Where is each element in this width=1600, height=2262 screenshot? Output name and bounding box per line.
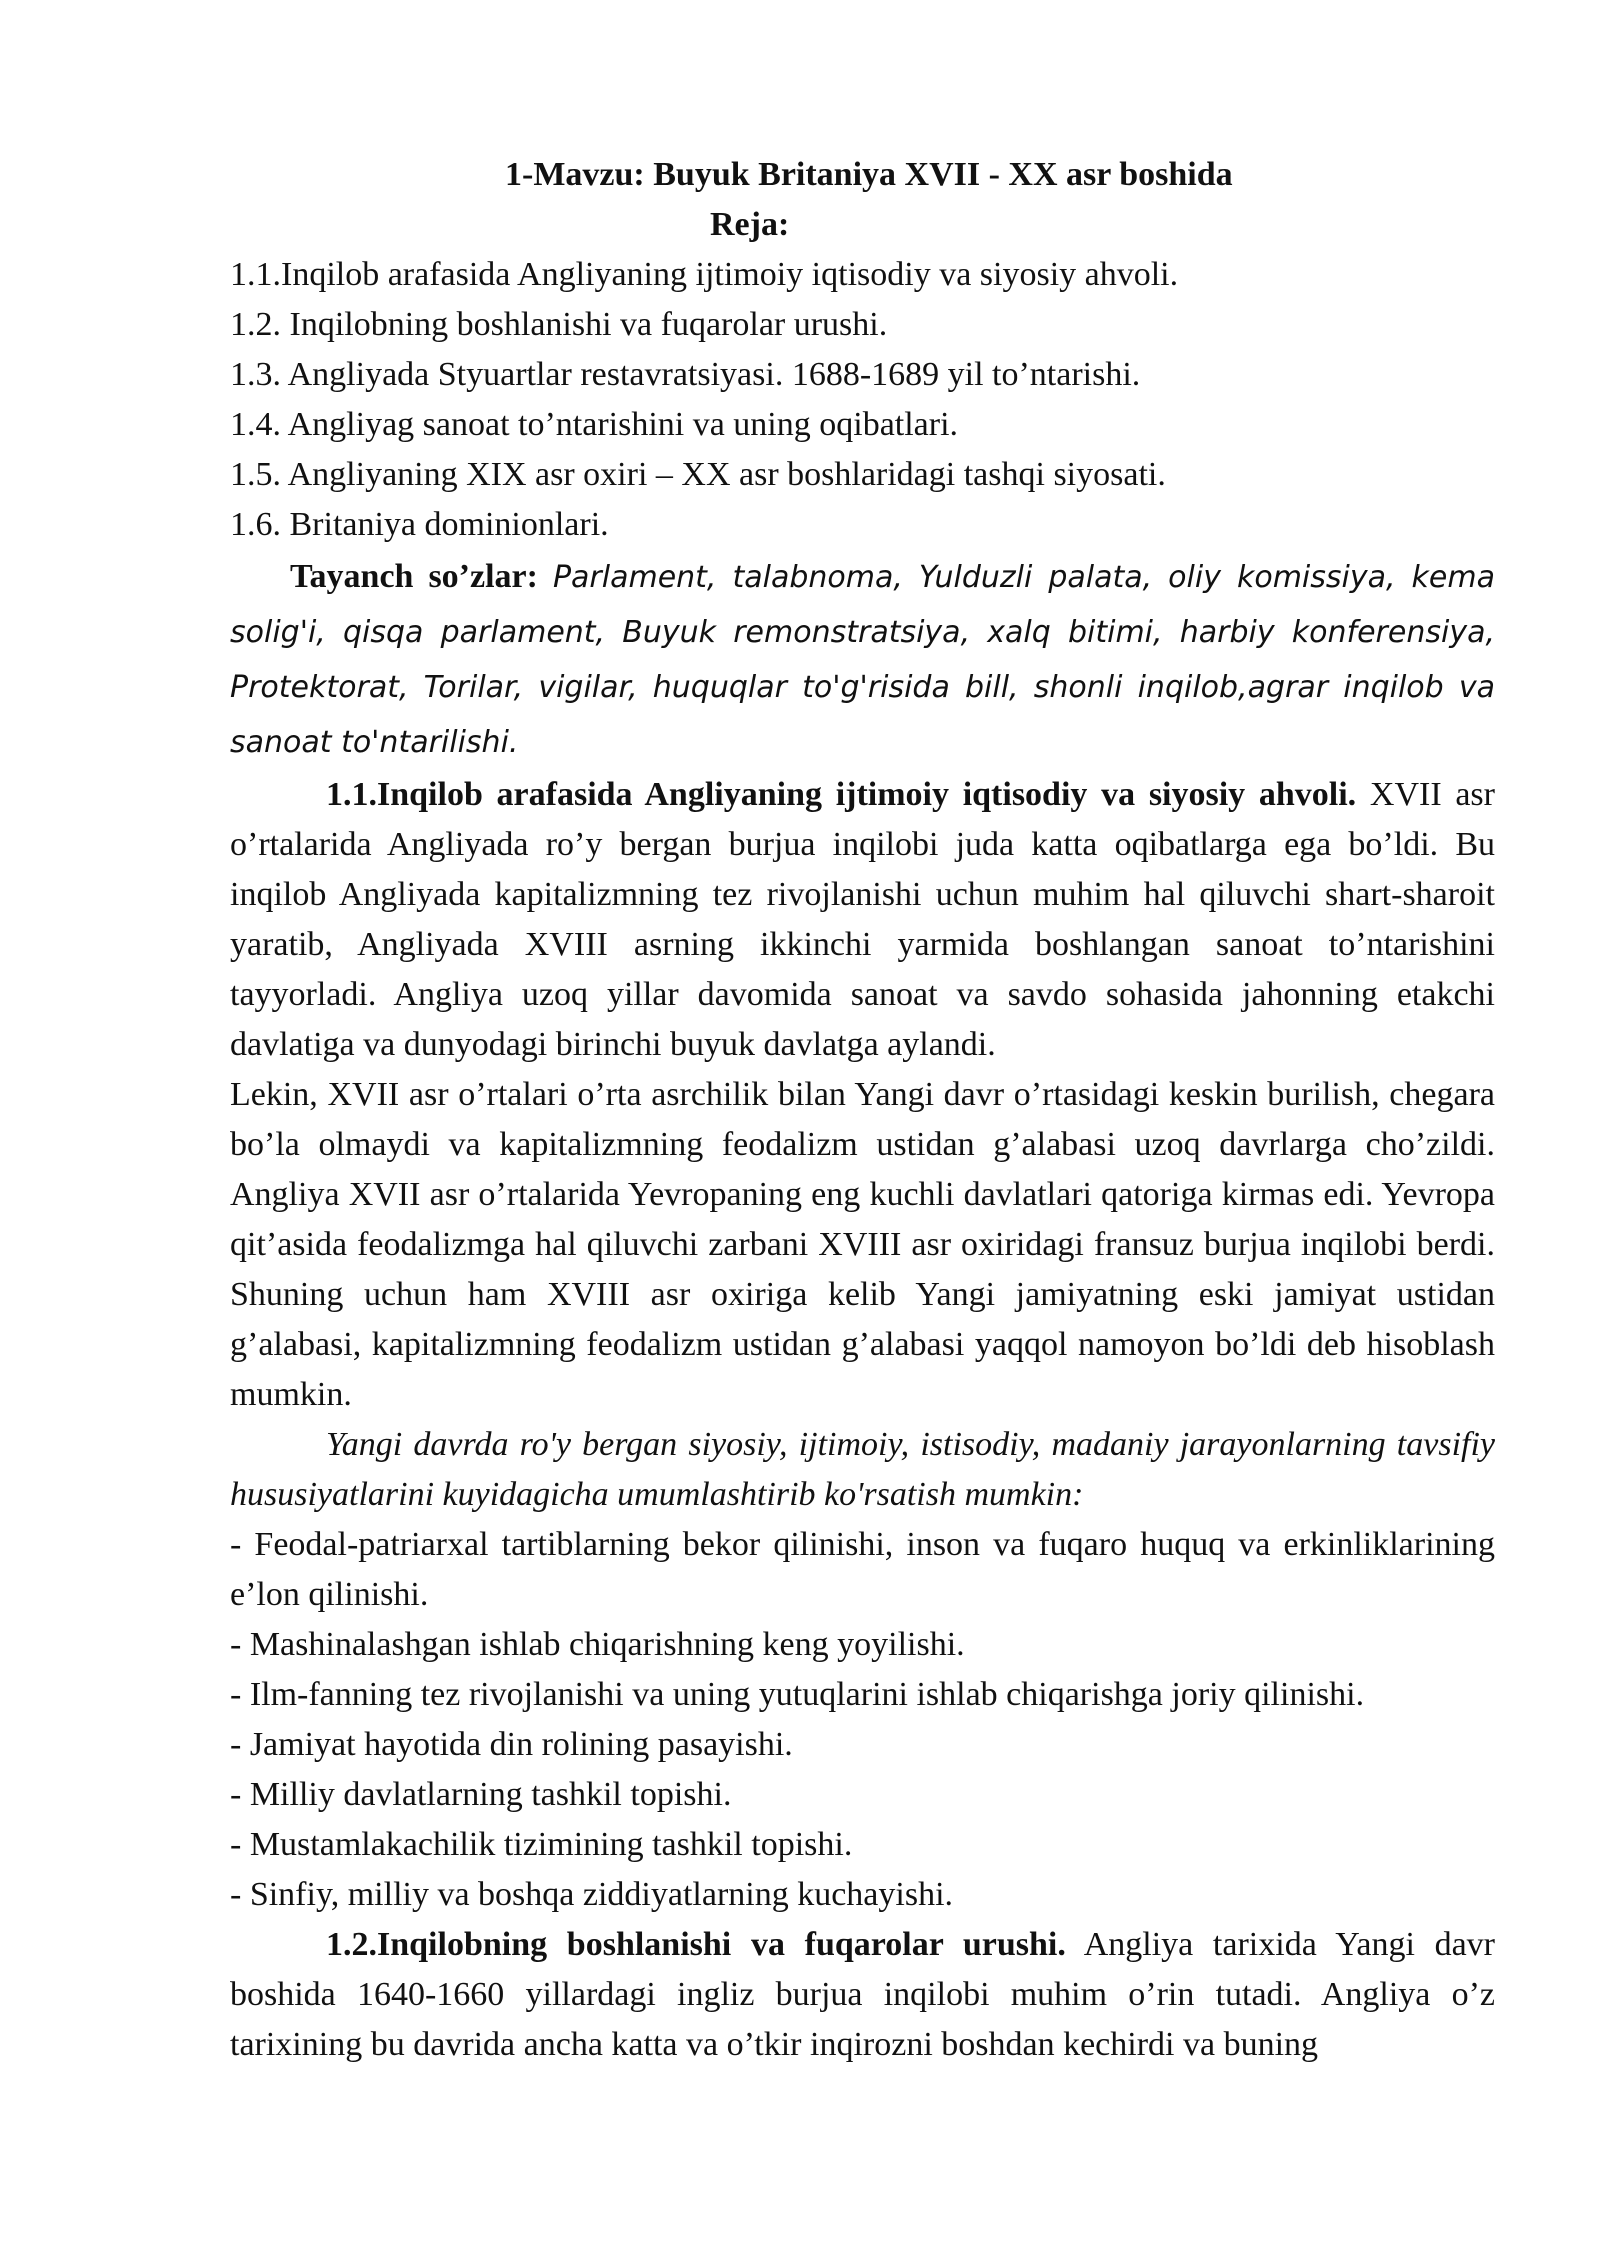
section-1-heading: 1.1.Inqilob arafasida Angliyaning ijtimoiy iqtisodiy va siyosiy ahvoli.	[326, 776, 1357, 813]
plan-item: 1.4. Angliyag sanoat to’ntarishini va uning oqibatlari.	[230, 406, 959, 443]
section-1-paragraph	[230, 770, 1495, 1070]
characteristics-list	[230, 1520, 1495, 1920]
list-item: - Mustamlakachilik tizimining tashkil topishi.	[230, 1826, 853, 1863]
plan-heading: Reja:	[710, 206, 790, 243]
plan-item: 1.3. Angliyada Styuartlar restavratsiyasi. 1688-1689 yil to’ntarishi.	[230, 356, 1141, 393]
plan-item: 1.6. Britaniya dominionlari.	[230, 506, 609, 543]
list-item: - Sinfiy, milliy va boshqa ziddiyatlarning kuchayishi.	[230, 1876, 954, 1913]
plan-list	[230, 250, 1495, 550]
plan-item: 1.5. Angliyaning XIX asr oxiri – XX asr boshlaridagi tashqi siyosati.	[230, 456, 1166, 493]
list-item: - Jamiyat hayotida din rolining pasayishi.	[230, 1726, 793, 1763]
section-2-text: Angliya tarixida Yangi davr boshida 1640-1660 yillardagi ingliz burjua inqilobi muhim o’rin tutadi. Angliya o’z tarixining bu davrida ancha katta va o’tkir inqirozni boshdan kechirdi va buning	[230, 1926, 1496, 2063]
keywords-text: Parlament, talabnoma, Yulduzli palata, oliy komissiya, kema solig'i, qisqa parlament, Buyuk remonstratsiya, xalq bitimi, harbiy konferensiya, Protektorat, Torilar, vigilar, huquqlar to'g'risida bill, shonli inqilob,agrar inqilob va sanoat to'ntarilishi.	[230, 560, 1495, 760]
section-1-text: XVII asr o’rtalarida Angliyada ro’y bergan burjua inqilobi juda katta oqibatlarga ega bo’ldi. Bu inqilob Angliyada kapitalizmning tez rivojlanishi uchun muhim hal qiluvchi shart-sharoit yaratib, Angliyada XVIII asrning ikkinchi yarmida boshlangan sanoat to’ntarishini tayyorladi. Angliya uzoq yillar davomida sanoat va savdo sohasida jahonning etakchi davlatiga va dunyodagi birinchi buyuk davlatga aylandi.	[230, 776, 1495, 1063]
list-item: - Ilm-fanning tez rivojlanishi va uning yutuqlarini ishlab chiqarishga joriy qilinishi.	[230, 1676, 1365, 1713]
document-page	[230, 150, 1495, 2070]
plan-item: 1.1.Inqilob arafasida Angliyaning ijtimoiy iqtisodiy va siyosiy ahvoli.	[230, 256, 1179, 293]
italic-intro: Yangi davrda ro'y bergan siyosiy, ijtimoiy, istisodiy, madaniy jarayonlarning tavsifiy hususiyatlarini kuyidagicha umumlashtirib ko'rsatish mumkin:	[230, 1426, 1495, 1513]
plan-item: 1.2. Inqilobning boshlanishi va fuqarolar urushi.	[230, 306, 888, 343]
list-item: - Feodal-patriarxal tartiblarning bekor qilinishi, inson va fuqaro huquq va erkinliklarining e’lon qilinishi.	[230, 1526, 1495, 1613]
section-2-paragraph	[230, 1920, 1495, 2070]
section-2-heading: 1.2.Inqilobning boshlanishi va fuqarolar urushi.	[326, 1926, 1066, 1963]
keywords-label: Tayanch so’zlar:	[290, 558, 538, 595]
list-item: - Mashinalashgan ishlab chiqarishning keng yoyilishi.	[230, 1626, 965, 1663]
keywords-paragraph	[230, 550, 1495, 770]
body-paragraph-2: Lekin, XVII asr o’rtalari o’rta asrchilik bilan Yangi davr o’rtasidagi keskin burilish, chegara bo’la olmaydi va kapitalizmning feodalizm ustidan g’alabasi uzoq davrlarga cho’zildi. Angliya XVII asr o’rtalarida Yevropaning eng kuchli davlatlari qatoriga kirmas edi. Yevropa qit’asida feodalizmga hal qiluvchi zarbani XVIII asr oxiridagi fransuz burjua inqilobi berdi. Shuning uchun ham XVIII asr oxiriga kelib Yangi jamiyatning eski jamiyat ustidan g’alabasi, kapitalizmning feodalizm ustidan g’alabasi yaqqol namoyon bo’ldi deb hisoblash mumkin.	[230, 1076, 1495, 1413]
list-item: - Milliy davlatlarning tashkil topishi.	[230, 1776, 732, 1813]
document-title: 1-Mavzu: Buyuk Britaniya XVII - XX asr boshida	[505, 156, 1233, 193]
